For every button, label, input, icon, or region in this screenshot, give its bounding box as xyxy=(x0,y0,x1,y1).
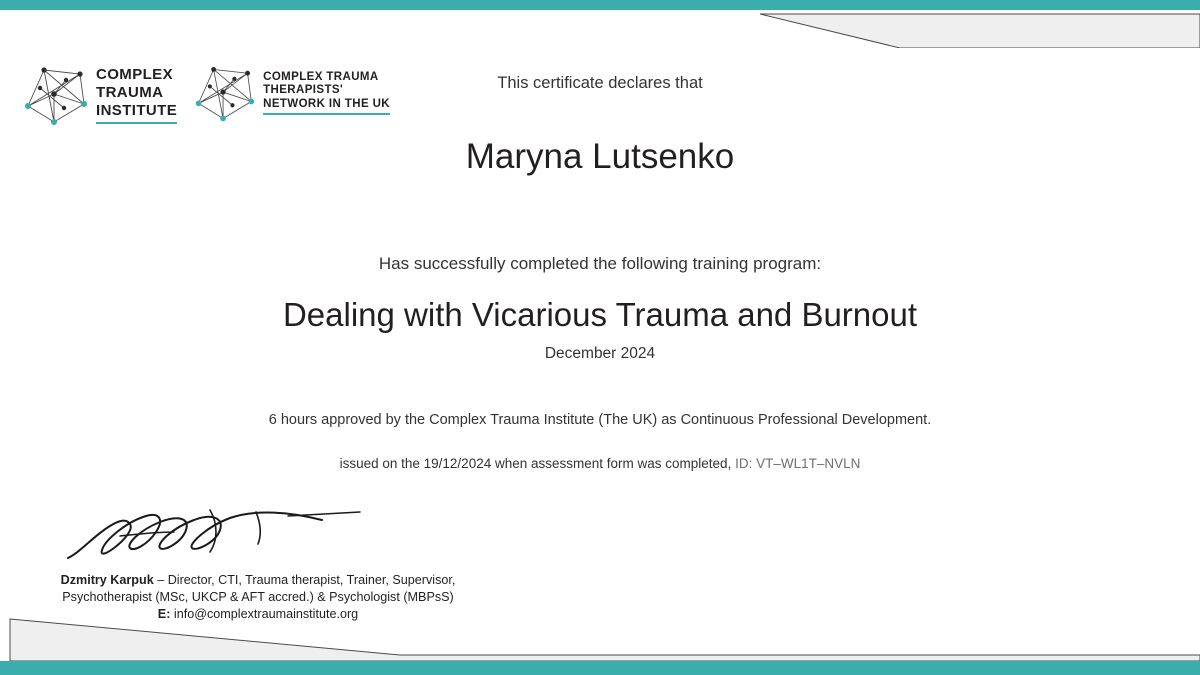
signature-image xyxy=(60,500,380,568)
course-title: Dealing with Vicarious Trauma and Burnout xyxy=(282,296,918,333)
logo-line: COMPLEX xyxy=(96,66,173,84)
signatory-name-line xyxy=(0,572,516,589)
complex-trauma-therapists-network-logo xyxy=(191,60,390,126)
signatory-credentials: Psychotherapist (MSc, UKCP & AFT accred.) & Psychologist (MBPsS) xyxy=(62,590,454,604)
issue-details xyxy=(0,456,1200,471)
certificate-id: ID: VT–WL1T–NVLN xyxy=(735,456,861,471)
logo-line: INSTITUTE xyxy=(96,101,178,119)
complex-trauma-institute-logo xyxy=(20,60,177,130)
logo-line: THERAPISTS' xyxy=(263,84,344,97)
declaration-text: This certificate declares that xyxy=(497,74,703,92)
bottom-left-wedge-decoration xyxy=(0,611,1200,661)
logo-group xyxy=(20,60,390,130)
top-right-wedge-decoration xyxy=(760,0,1200,48)
email-label: E: xyxy=(157,607,171,621)
signatory-name: Dzmitry Karpuk xyxy=(60,573,154,587)
contact-email[interactable]: info@complextraumainstitute.org xyxy=(173,607,359,621)
logo-line: TRAUMA xyxy=(96,84,164,102)
bottom-accent-bar xyxy=(0,661,1200,675)
cpd-statement: 6 hours approved by the Complex Trauma Institute (The UK) as Continuous Professional Development. xyxy=(268,412,932,428)
recipient-name: Maryna Lutsenko xyxy=(465,137,735,176)
network-graph-icon xyxy=(20,60,90,130)
network-graph-icon xyxy=(191,60,257,126)
issue-date-text: issued on the 19/12/2024 when assessment form was completed, xyxy=(339,456,732,471)
logo-line: COMPLEX TRAUMA xyxy=(263,70,379,83)
completion-text: Has successfully completed the following training program: xyxy=(378,254,822,273)
signatory-titles: – Director, CTI, Trauma therapist, Trainer, Supervisor, xyxy=(157,573,456,587)
logo-line: NETWORK IN THE UK xyxy=(263,97,391,110)
course-date: December 2024 xyxy=(544,345,656,362)
